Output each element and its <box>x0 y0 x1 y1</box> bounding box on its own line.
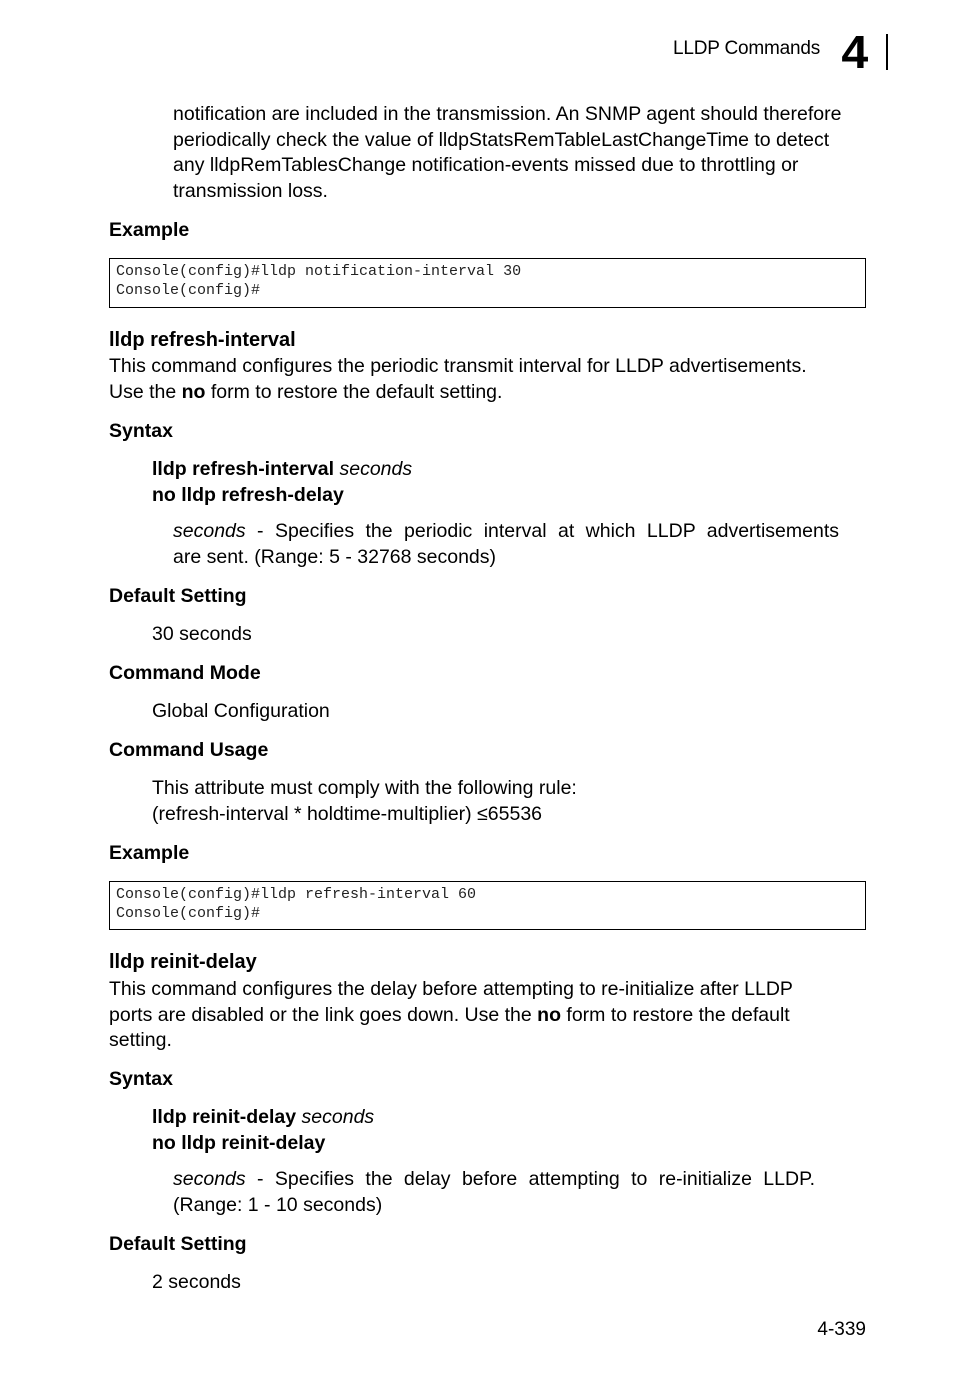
parameter-description <box>173 519 839 570</box>
syntax-no-line <box>152 1131 374 1157</box>
parameter-text: - Specifies the periodic interval at which LLDP advertisements <box>245 520 839 542</box>
description-line <box>109 380 869 406</box>
parameter-description <box>173 1167 815 1218</box>
parameter-line: (Range: 1 - 10 seconds) <box>173 1193 383 1216</box>
command-usage-text <box>152 776 577 827</box>
syntax-block <box>152 457 412 508</box>
code-line: Console(config)# <box>116 282 261 299</box>
usage-line: This attribute must comply with the following rule: <box>152 777 577 799</box>
default-setting-heading: Default Setting <box>109 585 247 607</box>
command-mode-heading: Command Mode <box>109 662 261 684</box>
example-heading: Example <box>109 842 190 864</box>
syntax-no-line <box>152 483 412 509</box>
description-text: Use the <box>109 380 182 403</box>
parameter-line <box>173 519 839 545</box>
description-line: This command configures the delay before attempting to re-initialize after LLDP <box>109 978 793 1000</box>
syntax-line <box>152 457 412 483</box>
description-line: setting. <box>109 1029 172 1051</box>
command-description <box>109 354 869 405</box>
syntax-heading: Syntax <box>109 420 173 442</box>
chapter-number-text: 4 <box>841 26 869 78</box>
command-description <box>109 977 869 1054</box>
syntax-no-command: no lldp reinit-delay <box>152 1131 326 1154</box>
syntax-command: lldp refresh-interval <box>152 458 335 480</box>
code-line: Console(config)#lldp notification-interval 30 <box>116 263 522 280</box>
command-usage-heading: Command Usage <box>109 739 269 761</box>
code-example-box <box>109 881 866 930</box>
intro-line: periodically check the value of lldpStatsRemTableLastChangeTime to detect <box>173 128 830 151</box>
parameter-name: seconds <box>173 520 246 542</box>
intro-line: any lldpRemTablesChange notification-events missed due to throttling or <box>173 154 799 176</box>
syntax-parameter: seconds <box>301 1106 375 1128</box>
syntax-block <box>152 1105 374 1156</box>
syntax-parameter: seconds <box>339 458 413 480</box>
command-mode-value: Global Configuration <box>152 700 330 722</box>
description-keyword: no <box>537 1003 561 1026</box>
description-text: form to restore the default <box>561 1003 790 1026</box>
usage-line: (refresh-interval * holdtime-multiplier) ≤65536 <box>152 802 543 825</box>
code-line: Console(config)#lldp refresh-interval 60 <box>116 886 477 903</box>
description-line: This command configures the periodic transmit interval for LLDP advertisements. <box>109 355 807 377</box>
default-setting-heading: Default Setting <box>109 1233 247 1255</box>
description-keyword: no <box>181 380 206 403</box>
code-line: Console(config)# <box>116 905 261 922</box>
intro-line: transmission loss. <box>173 179 328 202</box>
parameter-text: - Specifies the delay before attempting to re-initialize LLDP. <box>245 1168 815 1190</box>
parameter-line <box>173 1167 815 1193</box>
description-text: form to restore the default setting. <box>205 380 503 403</box>
syntax-line <box>152 1105 374 1131</box>
code-example-box <box>109 258 866 308</box>
default-setting-value: 30 seconds <box>152 623 252 645</box>
intro-paragraph <box>173 102 873 204</box>
chapter-number <box>841 26 888 78</box>
description-text: ports are disabled or the link goes down. Use the <box>109 1003 538 1026</box>
syntax-command: lldp reinit-delay <box>152 1106 297 1128</box>
example-heading: Example <box>109 219 190 241</box>
page-number: 4-339 <box>817 1319 866 1340</box>
syntax-no-command: no lldp refresh-delay <box>152 483 344 506</box>
command-title-refresh-interval: lldp refresh-interval <box>109 329 296 351</box>
parameter-line: are sent. (Range: 5 - 32768 seconds) <box>173 545 497 568</box>
syntax-heading: Syntax <box>109 1068 173 1090</box>
running-header-title: LLDP Commands <box>672 38 820 59</box>
description-line <box>109 1003 869 1029</box>
command-title-reinit-delay: lldp reinit-delay <box>109 951 257 973</box>
intro-line: notification are included in the transmission. An SNMP agent should therefore <box>173 103 842 125</box>
default-setting-value: 2 seconds <box>152 1271 241 1293</box>
parameter-name: seconds <box>173 1168 246 1190</box>
